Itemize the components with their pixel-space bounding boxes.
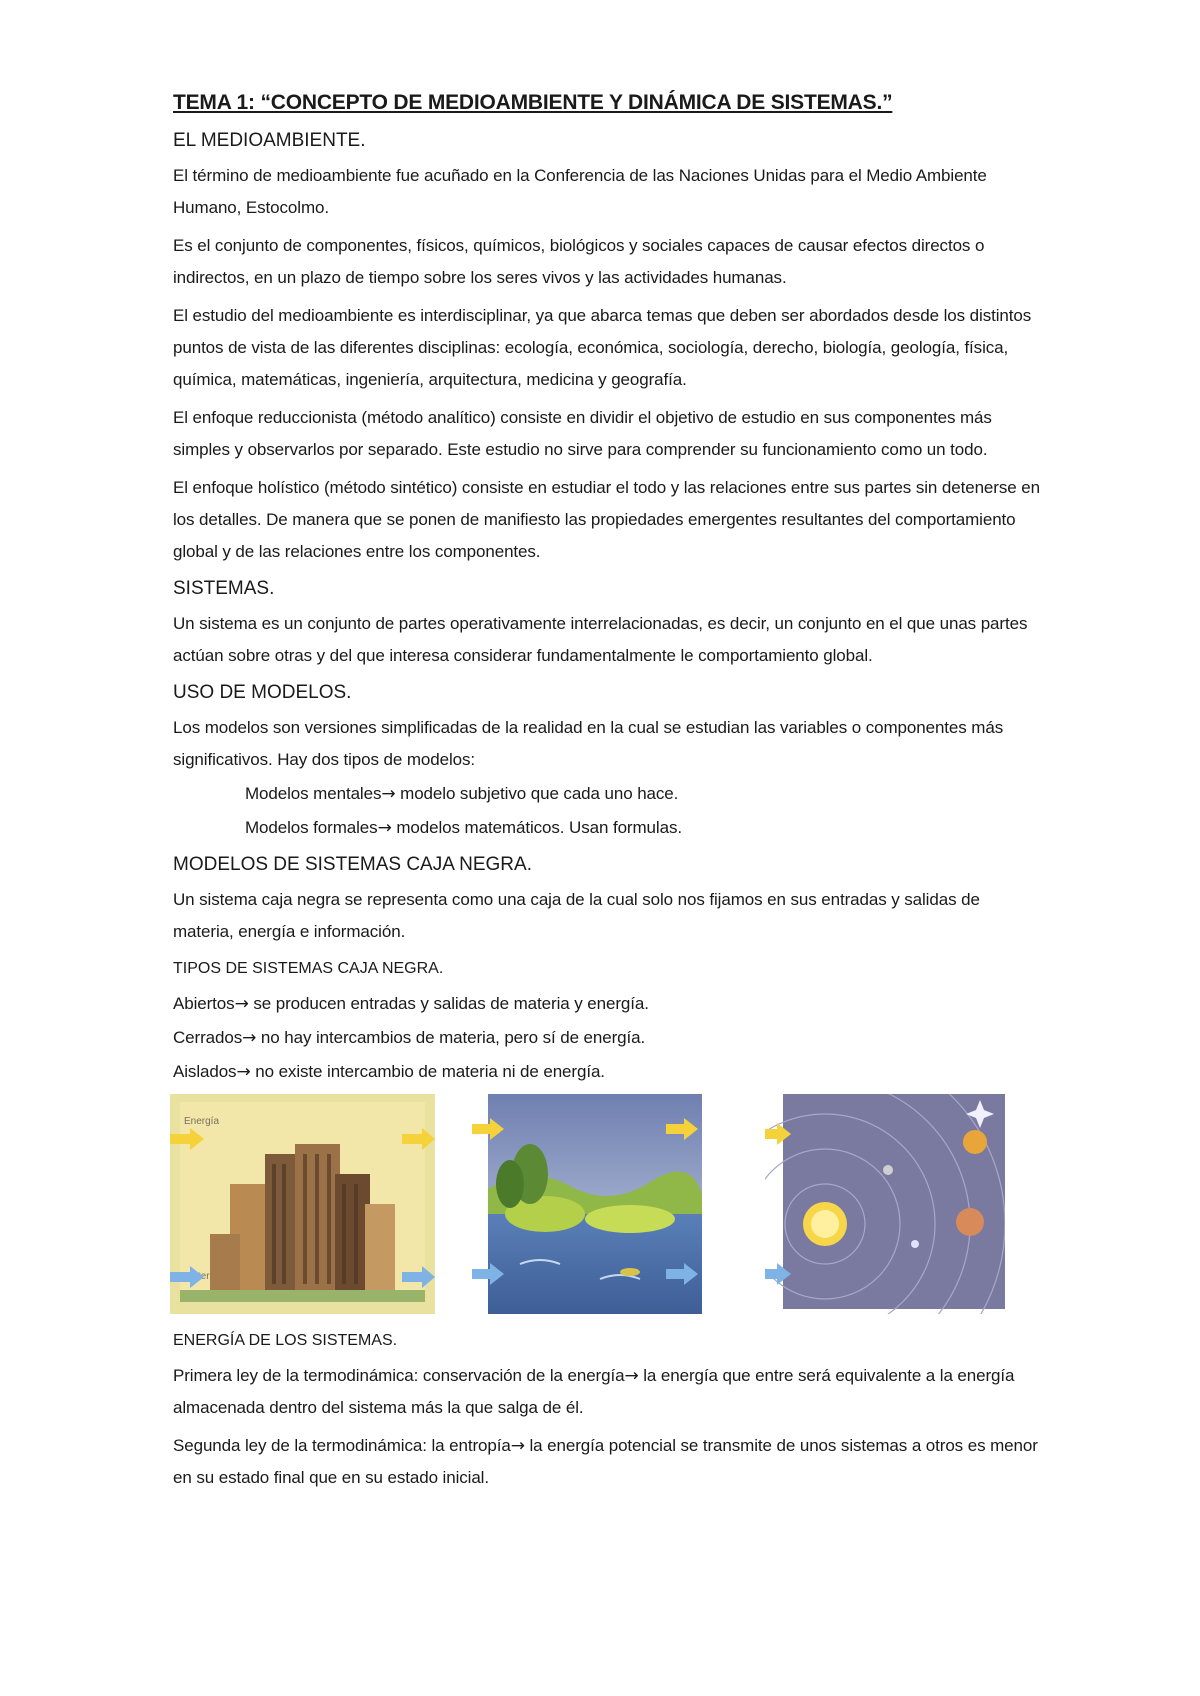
item-text: modelos matemáticos. Usan formulas.	[391, 818, 682, 837]
system-types-figure	[170, 1094, 1043, 1316]
arrow-icon: →	[236, 1062, 251, 1082]
paragraph: El enfoque holístico (método sintético) consiste en estudiar el todo y las relaciones entre sus partes sin detenerse en los detalles. De manera que se ponen de manifiesto las propiedades emergentes resultantes del comportamiento global y de las relaciones entre los componentes.	[173, 478, 1040, 561]
list-item	[173, 1056, 1043, 1088]
closed-system-image	[470, 1094, 720, 1314]
paragraph	[173, 1360, 1043, 1424]
paragraph: El término de medioambiente fue acuñado en la Conferencia de las Naciones Unidas para el Medio Ambiente Humano, Estocolmo.	[173, 166, 987, 217]
isolated-system-image	[765, 1094, 1005, 1314]
arrow-icon: →	[377, 818, 392, 838]
open-system-image	[170, 1094, 435, 1314]
paragraph: Es el conjunto de componentes, físicos, químicos, biológicos y sociales capaces de causar efectos directos o indirectos, en un plazo de tiempo sobre los seres vivos y las actividades humanas.	[173, 236, 985, 287]
item-term: Modelos mentales	[245, 784, 382, 803]
list-item	[173, 778, 1043, 810]
paragraph	[173, 1430, 1043, 1494]
law-term: Segunda ley de la termodinámica: la entropía	[173, 1436, 511, 1455]
arrow-icon: →	[624, 1366, 639, 1386]
item-term: Abiertos	[173, 994, 235, 1013]
paragraph: Un sistema es un conjunto de partes operativamente interrelacionadas, es decir, un conjunto en el que unas partes actúan sobre otras y del que interesa considerar fundamentalmente le comportamiento global.	[173, 614, 1028, 665]
heading-energia: ENERGÍA DE LOS SISTEMAS.	[173, 1332, 398, 1349]
energy-label: Energía	[184, 1116, 220, 1127]
item-text: se producen entradas y salidas de materia y energía.	[248, 994, 649, 1013]
item-term: Modelos formales	[245, 818, 378, 837]
law-text: la energía potencial se transmite de unos sistemas a otros es menor en su estado final que en su estado inicial.	[173, 1436, 1038, 1487]
heading-uso-de-modelos: USO DE MODELOS.	[173, 682, 352, 703]
document-page	[173, 88, 1043, 1500]
list-item	[173, 988, 1043, 1020]
paragraph: El enfoque reduccionista (método analítico) consiste en dividir el objetivo de estudio en sus componentes más simples y observarlos por separado. Este estudio no sirve para comprender su funcionamiento como un todo.	[173, 408, 992, 459]
heading-sistemas: SISTEMAS.	[173, 578, 275, 599]
list-item	[173, 1022, 1043, 1054]
law-term: Primera ley de la termodinámica: conservación de la energía	[173, 1366, 625, 1385]
paragraph: Los modelos son versiones simplificadas de la realidad en la cual se estudian las variables o componentes más significativos. Hay dos tipos de modelos:	[173, 718, 1004, 769]
page-title: TEMA 1: “CONCEPTO DE MEDIOAMBIENTE Y DINÁMICA DE SISTEMAS.”	[173, 91, 893, 114]
law-text: la energía que entre será equivalente a la energía almacenada dentro del sistema más la que salga de él.	[173, 1366, 1015, 1417]
paragraph: El estudio del medioambiente es interdisciplinar, ya que abarca temas que deben ser abordados desde los distintos puntos de vista de las diferentes disciplinas: ecología, económica, sociología, derecho, biología, geología, física, química, matemáticas, ingeniería, arquitectura, medicina y geografía.	[173, 306, 1032, 389]
heading-caja-negra: MODELOS DE SISTEMAS CAJA NEGRA.	[173, 854, 532, 875]
arrow-icon: →	[234, 994, 249, 1014]
item-text: modelo subjetivo que cada uno hace.	[395, 784, 679, 803]
item-text: no hay intercambios de materia, pero sí de energía.	[256, 1028, 646, 1047]
item-text: no existe intercambio de materia ni de energía.	[250, 1062, 605, 1081]
arrow-icon: →	[510, 1436, 525, 1456]
paragraph: Un sistema caja negra se representa como una caja de la cual solo nos fijamos en sus entradas y salidas de materia, energía e información.	[173, 890, 980, 941]
heading-medioambiente: EL MEDIOAMBIENTE.	[173, 130, 366, 151]
arrow-icon: →	[381, 784, 396, 804]
subheading-tipos: TIPOS DE SISTEMAS CAJA NEGRA.	[173, 960, 444, 977]
item-term: Cerrados	[173, 1028, 243, 1047]
item-term: Aislados	[173, 1062, 237, 1081]
arrow-icon: →	[242, 1028, 257, 1048]
list-item	[173, 812, 1043, 844]
